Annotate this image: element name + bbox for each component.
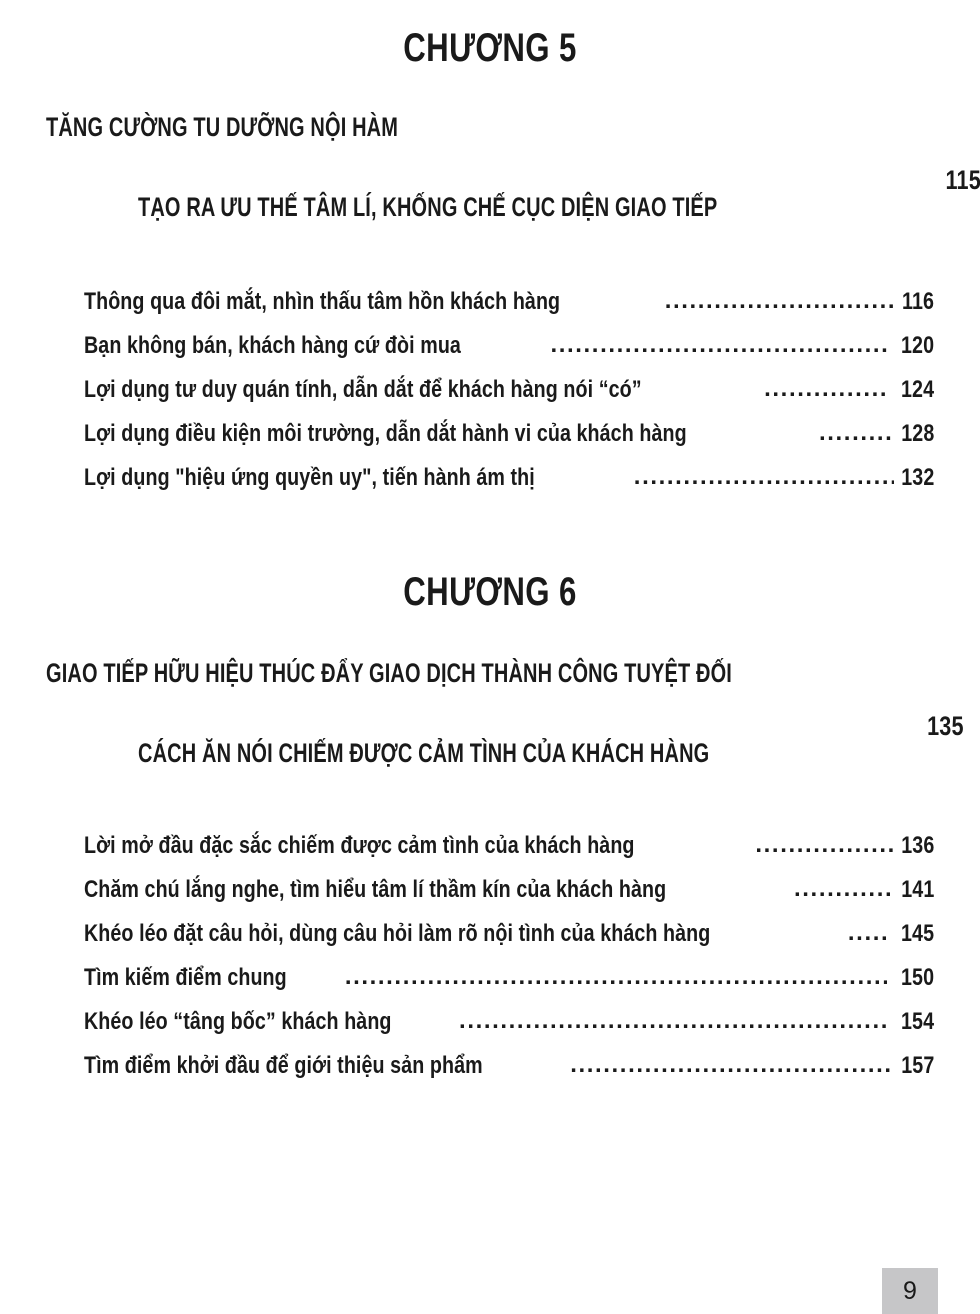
chapter-heading-line-1 — [46, 660, 934, 687]
chapter-block-6 — [0, 572, 980, 1096]
toc-entry-title: Lợi dụng điều kiện môi trường, dẫn dắt hành vi của khách hàng — [84, 420, 687, 447]
toc-entry[interactable] — [84, 332, 934, 376]
leader-dots — [764, 375, 887, 403]
toc-entry[interactable] — [84, 288, 934, 332]
toc-entry-title: Lời mở đầu đặc sắc chiếm được cảm tình của khách hàng — [84, 832, 635, 859]
leader-dots — [345, 963, 887, 991]
chapter-heading-line-1 — [46, 114, 934, 141]
toc-entry[interactable] — [84, 832, 934, 876]
toc-entry-title: Bạn không bán, khách hàng cứ đòi mua — [84, 332, 467, 359]
leader-dots — [459, 1007, 887, 1035]
page-number: 9 — [903, 1276, 917, 1305]
chapter-heading-leader-row — [46, 711, 964, 794]
leader-dots — [848, 919, 887, 947]
chapter-block-5 — [0, 28, 980, 508]
toc-entry-page: 120 — [895, 332, 934, 359]
leader-dots — [665, 287, 895, 315]
toc-entry-title: Thông qua đôi mắt, nhìn thấu tâm hồn khách hàng — [84, 288, 561, 315]
chapter-5-entry-list — [84, 288, 934, 508]
chapter-heading-line-2-row — [46, 165, 980, 248]
toc-entry[interactable] — [84, 1008, 934, 1052]
toc-entry[interactable] — [84, 876, 934, 920]
chapter-heading-line-2-row — [46, 711, 964, 794]
toc-entry-page: 132 — [900, 464, 934, 491]
chapter-heading-line-1-text: GIAO TIẾP HỮU HIỆU THÚC ĐẨY GIAO DỊCH THÀNH CÔNG TUYỆT ĐỐI — [46, 658, 733, 688]
chapter-heading-line-1-text: TĂNG CƯỜNG TU DƯỠNG NỘI HÀM — [46, 112, 399, 142]
chapter-heading-5 — [46, 112, 980, 248]
toc-entry[interactable] — [84, 964, 934, 1008]
leader-dots — [819, 419, 894, 447]
toc-entry[interactable] — [84, 420, 934, 464]
toc-entry-title: Tìm kiếm điểm chung — [84, 964, 298, 991]
chapter-heading-line-2-text: CÁCH ĂN NÓI CHIẾM ĐƯỢC CẢM TÌNH CỦA KHÁCH HÀNG — [138, 738, 716, 768]
chapter-heading-line-2-wrap — [46, 167, 929, 248]
toc-entry-page: 141 — [900, 876, 934, 903]
toc-entry-title: Lợi dụng "hiệu ứng quyền uy", tiến hành ám thị — [84, 464, 535, 491]
toc-entry-page: 150 — [895, 964, 934, 991]
toc-entry-page: 124 — [895, 376, 934, 403]
toc-entry-page: 154 — [895, 1008, 934, 1035]
chapter-6-entry-list — [84, 832, 934, 1096]
leader-dots — [570, 1051, 893, 1079]
toc-entry-title: Khéo léo “tâng bốc” khách hàng — [84, 1008, 392, 1035]
chapter-heading-page-number: 115 — [938, 165, 980, 195]
page-number-badge — [882, 1268, 938, 1314]
leader-dots — [550, 331, 886, 359]
chapter-heading-page-number: 135 — [927, 711, 964, 741]
toc-entry-page: 128 — [900, 420, 934, 447]
chapter-heading-leader-row — [46, 165, 980, 248]
toc-entry[interactable] — [84, 1052, 934, 1096]
toc-entry-title: Tìm điểm khởi đầu để giới thiệu sản phẩm — [84, 1052, 483, 1079]
chapter-heading-line-2-text: TẠO RA ƯU THẾ TÂM LÍ, KHỐNG CHẾ CỤC DIỆN GIAO TIẾP — [138, 192, 724, 222]
leader-dots — [794, 875, 894, 903]
toc-entry-title: Lợi dụng tư duy quán tính, dẫn dắt để khách hàng nói “có” — [84, 376, 642, 403]
toc-entry-page: 116 — [901, 288, 934, 315]
chapter-title-6: CHƯƠNG 6 — [403, 570, 577, 614]
leader-dots — [755, 831, 893, 859]
chapter-title-5: CHƯƠNG 5 — [403, 26, 577, 70]
leader-dots — [634, 463, 894, 491]
chapter-heading-line-2-wrap — [46, 713, 918, 794]
toc-entry-title: Khéo léo đặt câu hỏi, dùng câu hỏi làm rõ nội tình của khách hàng — [84, 920, 711, 947]
toc-entry-page: 157 — [900, 1052, 934, 1079]
chapter-heading-6 — [46, 658, 964, 794]
toc-entry[interactable] — [84, 376, 934, 420]
toc-entry-page: 136 — [900, 832, 934, 859]
toc-entry[interactable] — [84, 464, 934, 508]
toc-entry-title: Chăm chú lắng nghe, tìm hiểu tâm lí thầm kín của khách hàng — [84, 876, 667, 903]
toc-entry-page: 145 — [895, 920, 934, 947]
toc-entry[interactable] — [84, 920, 934, 964]
